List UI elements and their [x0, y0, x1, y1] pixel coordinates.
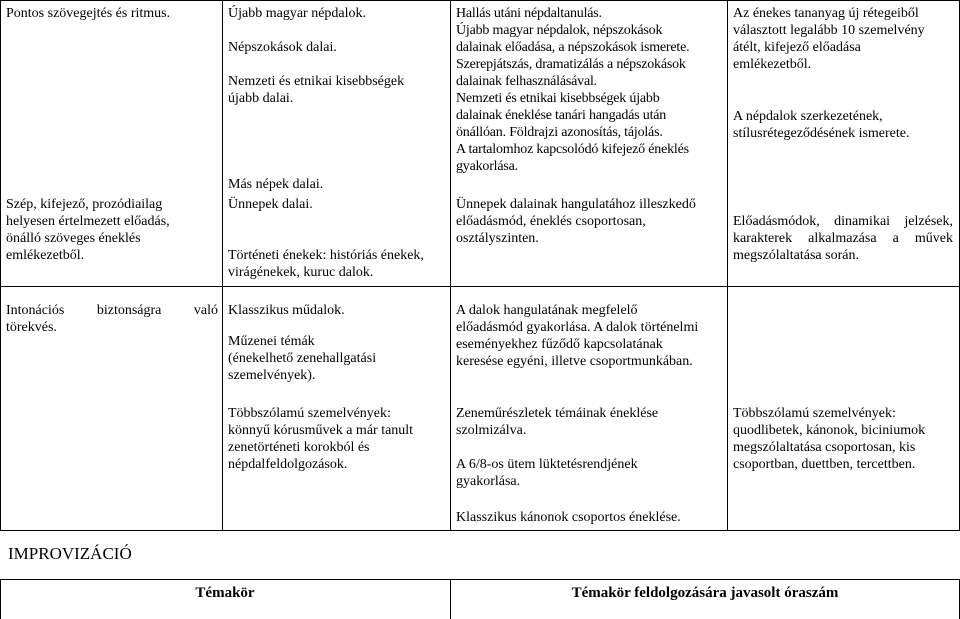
row1-col3-top	[456, 5, 689, 175]
text-line: megszólaltatása csoportosan, kis	[733, 440, 916, 455]
text-line: önálló szöveges éneklés	[6, 231, 141, 246]
text-line: Nemzeti és etnikai kisebbségek	[228, 74, 405, 89]
row2-col3-c	[456, 456, 638, 490]
row1-col2-f	[228, 247, 424, 281]
text-line: átélt, kifejező előadása	[733, 40, 861, 55]
text-line: választott legalább 10 szemelvény	[733, 23, 925, 38]
text-line	[6, 302, 218, 319]
row1-col4-bottom	[733, 213, 953, 264]
row2-col1	[6, 302, 218, 336]
text-line: dalainak éneklése tanári hangadás után	[456, 108, 667, 123]
text-line: szolmizálva.	[456, 423, 527, 438]
text-line: újabb dalai.	[228, 91, 294, 106]
text-line: karakterek alkalmazása a művek	[733, 231, 953, 246]
text-line: csoportban, duettben, tercettben.	[733, 457, 916, 472]
text-line: előadásmód gyakorlása. A dalok történelmi	[456, 320, 699, 335]
text-line: gyakorlása.	[456, 159, 518, 174]
text-line: Többszólamú szemelvények:	[733, 406, 896, 421]
row1-col2-d: Más népek dalai.	[228, 177, 324, 192]
row2-col3-b	[456, 405, 658, 439]
text-line: keresése egyéni, illetve csoportmunkában.	[456, 354, 693, 369]
row2-col2-c	[228, 405, 413, 473]
text-line: népdalfeldolgozások.	[228, 457, 348, 472]
row1-col4-mid	[733, 108, 909, 142]
row1-col1-bottom	[6, 196, 170, 264]
text-line: gyakorlása.	[456, 474, 521, 489]
text-line: zenetörténeti korokból és	[228, 440, 370, 455]
text-line: eseményekhez fűződő kapcsolatának	[456, 337, 663, 352]
text-line: emlékezetből.	[6, 248, 85, 263]
word: Intonációs	[6, 303, 65, 318]
text-line: Az énekes tananyag új rétegeiből	[733, 6, 919, 21]
text-line: osztályszinten.	[456, 231, 539, 246]
row2-col2-b	[228, 333, 376, 384]
footer-javasolt-header: Témakör feldolgozására javasolt óraszám	[571, 585, 839, 601]
text-line: Újabb magyar népdalok, népszokások	[456, 23, 663, 38]
text-line: önállóan. Földrajzi azonosítás, tájolás.	[456, 125, 663, 140]
table-top-border	[0, 0, 960, 1]
footer-top-border	[0, 579, 960, 580]
text-line: A dalok hangulatának megfelelő	[456, 303, 638, 318]
text-line: Történeti énekek: históriás énekek,	[228, 248, 424, 263]
row2-col3-a	[456, 302, 698, 370]
row-divider	[0, 286, 960, 287]
row2-col2-a: Klasszikus műdalok.	[228, 303, 345, 318]
text-line: Ünnepek dalainak hangulatához illeszkedő	[456, 197, 696, 212]
word: való	[193, 303, 218, 318]
text-line: Szerepjátszás, dramatizálás a népszokások	[456, 57, 686, 72]
text-line: törekvés.	[6, 320, 57, 335]
row1-col4-top	[733, 5, 925, 73]
text-line: Műzenei témák	[228, 334, 315, 349]
text-line: virágénekek, kuruc dalok.	[228, 265, 374, 280]
text-line: megszólaltatása során.	[733, 248, 859, 263]
footer-temakor-header: Témakör	[195, 585, 255, 601]
row1-col2-e: Ünnepek dalai.	[228, 197, 313, 212]
text-line: quodlibetek, kánonok, biciniumok	[733, 423, 926, 438]
row1-col2-b: Népszokások dalai.	[228, 40, 337, 55]
text-line: Nemzeti és etnikai kisebbségek újabb	[456, 91, 660, 106]
text-line: szemelvények).	[228, 368, 316, 383]
text-line: Zeneműrészletek témáinak éneklése	[456, 406, 659, 421]
row1-col1-top: Pontos szövegejtés és ritmus.	[6, 6, 171, 21]
row1-col3-bottom	[456, 196, 696, 247]
col-border-left	[0, 0, 1, 531]
text-line: A 6/8-os ütem lüktetésrendjének	[456, 457, 638, 472]
text-line: A népdalok szerkezetének,	[733, 109, 883, 124]
text-line: emlékezetből.	[733, 57, 812, 72]
row1-col2-a: Újabb magyar népdalok.	[228, 6, 367, 21]
row2-col4	[733, 405, 925, 473]
text-line: helyesen értelmezett előadás,	[6, 214, 170, 229]
text-line: dalainak felhasználásával.	[456, 74, 597, 89]
col-divider-2	[450, 0, 451, 531]
text-line: dalainak előadása, a népszokások ismerete.	[456, 40, 690, 55]
text-line: könnyű kórusművek a már tanult	[228, 423, 414, 438]
col-divider-3	[727, 0, 728, 531]
row2-col3-d: Klasszikus kánonok csoportos éneklése.	[456, 510, 681, 525]
text-line: Szép, kifejező, prozódiailag	[6, 197, 163, 212]
text-line: A tartalomhoz kapcsolódó kifejező éneklés	[456, 142, 689, 157]
text-line: (énekelhető zenehallgatási	[228, 351, 377, 366]
section-title: IMPROVIZÁCIÓ	[8, 544, 132, 563]
text-line: Hallás utáni népdaltanulás.	[456, 6, 602, 21]
col-divider-1	[222, 0, 223, 531]
text-line: előadásmód, éneklés csoportosan,	[456, 214, 646, 229]
text-line: stílusrétegeződésének ismerete.	[733, 126, 910, 141]
word: biztonságra	[96, 303, 162, 318]
text-line: Előadásmódok, dinamikai jelzések,	[733, 214, 953, 229]
row1-col2-c	[228, 73, 404, 107]
table-bottom-border	[0, 530, 960, 531]
text-line: Többszólamú szemelvények:	[228, 406, 391, 421]
